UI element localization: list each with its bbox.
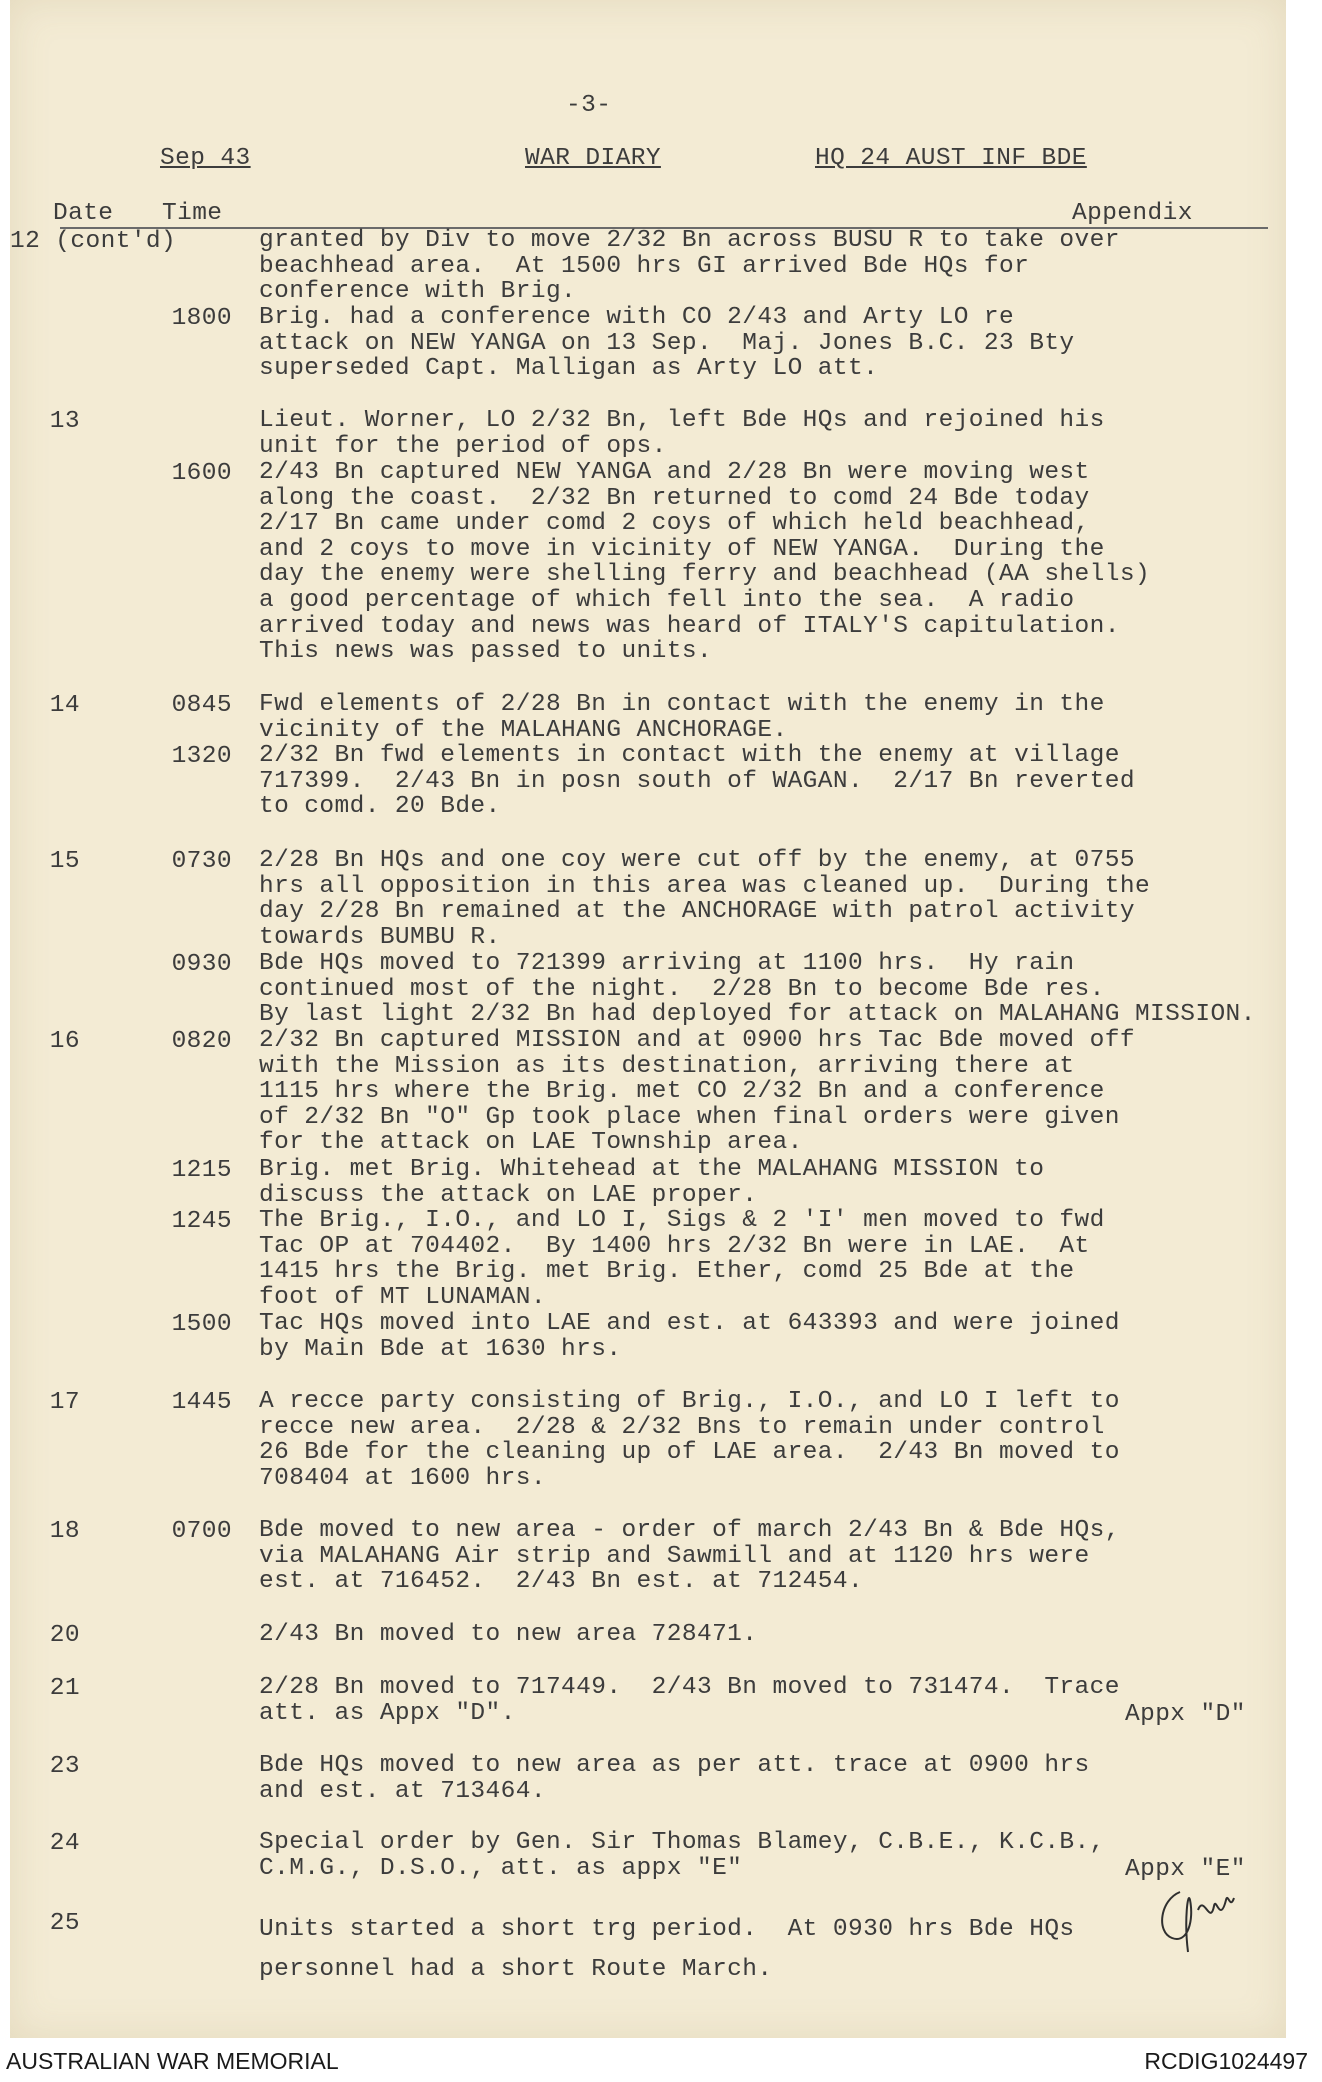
- entry-text: [259, 460, 1150, 665]
- entry-line: A recce party consisting of Brig., I.O., and LO I left to: [259, 1388, 1120, 1415]
- entry-text: [259, 1830, 1105, 1881]
- entry-line: attack on NEW YANGA on 13 Sep. Maj. Jones B.C. 23 Bty: [259, 329, 1075, 357]
- entry-line: 2/32 Bn captured MISSION and at 0900 hrs Tac Bde moved off: [259, 1027, 1135, 1054]
- entry-line: along the coast. 2/32 Bn returned to comd 24 Bde today: [259, 484, 1090, 512]
- entry-time: 0930: [171, 951, 232, 978]
- column-appendix: Appendix: [1072, 200, 1193, 227]
- entry-line: Tac HQs moved into LAE and est. at 643393 and were joined: [259, 1310, 1120, 1337]
- entry-line: discuss the attack on LAE proper.: [259, 1181, 758, 1209]
- entry-time: 0730: [171, 848, 232, 875]
- entry-line: 1415 hrs the Brig. met Brig. Ether, comd 25 Bde at the: [259, 1258, 1075, 1286]
- footer-archive-name: AUSTRALIAN WAR MEMORIAL: [6, 2048, 339, 2074]
- entry-text: [259, 1157, 1044, 1208]
- entry-line: 26 Bde for the cleaning up of LAE area. 2/43 Bn moved to: [259, 1439, 1120, 1467]
- entry-line: arrived today and news was heard of ITALY'S capitulation.: [259, 612, 1120, 640]
- entry-time: 1320: [171, 743, 232, 770]
- entry-line: for the attack on LAE Township area.: [259, 1129, 803, 1157]
- entry-line: 717399. 2/43 Bn in posn south of WAGAN. 2/17 Bn reverted: [259, 767, 1135, 795]
- entry-line: The Brig., I.O., and LO I, Sigs & 2 'I' men moved to fwd: [259, 1207, 1105, 1234]
- entry-line: This news was passed to units.: [259, 638, 713, 666]
- entry-line: 2/32 Bn fwd elements in contact with the enemy at village: [259, 742, 1120, 769]
- entry-line: Bde moved to new area - order of march 2/43 Bn & Bde HQs,: [259, 1517, 1120, 1544]
- entry-line: beachhead area. At 1500 hrs GI arrived Bde HQs for: [259, 252, 1030, 280]
- footer-record-id: RCDIG1024497: [1144, 2048, 1308, 2074]
- entry-date: 24: [49, 1830, 80, 1857]
- appendix-ref: Appx "E": [1125, 1855, 1246, 1883]
- entry-line: C.M.G., D.S.O., att. as appx "E": [259, 1854, 743, 1882]
- entry-line: to comd. 20 Bde.: [259, 793, 501, 821]
- entry-date: 13: [49, 408, 80, 435]
- entry-date: 15: [49, 848, 80, 875]
- entry-line: and est. at 713464.: [259, 1777, 546, 1805]
- entry-line: vicinity of the MALAHANG ANCHORAGE.: [259, 716, 788, 744]
- entry-line: granted by Div to move 2/32 Bn across BUSU R to take over: [259, 227, 1120, 254]
- entry-line: a good percentage of which fell into the sea. A radio: [259, 586, 1075, 614]
- entry-text: [259, 1311, 1120, 1362]
- entry-line: day the enemy were shelling ferry and beachhead (AA shells): [259, 561, 1151, 589]
- entry-date: 23: [49, 1753, 80, 1780]
- entry-date: 16: [49, 1028, 80, 1055]
- entry-text: [259, 1208, 1105, 1310]
- entry-time: 0700: [171, 1518, 232, 1545]
- entry-line: hrs all opposition in this area was cleaned up. During the: [259, 872, 1151, 900]
- entry-line: 1115 hrs where the Brig. met CO 2/32 Bn and a conference: [259, 1078, 1105, 1106]
- entry-date: 20: [49, 1622, 80, 1649]
- entry-date: 18: [49, 1518, 80, 1545]
- entry-line: By last light 2/32 Bn had deployed for attack on MALAHANG MISSION.: [259, 1001, 1256, 1029]
- entry-line: Bde HQs moved to 721399 arriving at 1100 hrs. Hy rain: [259, 950, 1075, 977]
- entry-time: 1600: [171, 460, 232, 487]
- entry-line: towards BUMBU R.: [259, 923, 501, 951]
- entry-text: [259, 951, 1256, 1028]
- entry-text: [259, 305, 1075, 382]
- entry-time: 1500: [171, 1311, 232, 1338]
- entry-text: [259, 848, 1150, 950]
- entry-time: 1445: [171, 1389, 232, 1416]
- entry-line: 2/17 Bn came under comd 2 coys of which held beachhead,: [259, 510, 1090, 538]
- page-number: -3-: [566, 92, 612, 119]
- entry-line: via MALAHANG Air strip and Sawmill and at 1120 hrs were: [259, 1542, 1090, 1570]
- entry-line: 2/43 Bn captured NEW YANGA and 2/28 Bn were moving west: [259, 459, 1090, 486]
- appendix-ref: Appx "D": [1125, 1700, 1246, 1728]
- entry-line: of 2/32 Bn "O" Gp took place when final orders were given: [259, 1103, 1120, 1131]
- entry-line: 2/28 Bn HQs and one coy were cut off by the enemy, at 0755: [259, 847, 1135, 874]
- entry-line: by Main Bde at 1630 hrs.: [259, 1335, 622, 1363]
- header-unit: HQ 24 AUST INF BDE: [815, 145, 1087, 172]
- entry-text: [259, 1028, 1135, 1156]
- entry-line: personnel had a short Route March.: [259, 1956, 773, 1983]
- entry-line: att. as Appx "D".: [259, 1699, 516, 1727]
- document-page: [10, 0, 1286, 2038]
- entry-time: 0845: [171, 692, 232, 719]
- entry-text: [259, 408, 1105, 459]
- entry-line: Units started a short trg period. At 0930 hrs Bde HQs: [259, 1916, 1075, 1943]
- entry-line: Brig. met Brig. Whitehead at the MALAHANG MISSION to: [259, 1156, 1045, 1183]
- entry-date: 14: [49, 692, 80, 719]
- entry-line: Brig. had a conference with CO 2/43 and Arty LO re: [259, 304, 1015, 331]
- entry-text: [259, 1753, 1090, 1804]
- handwritten-initials: [1150, 1880, 1240, 1960]
- entry-line: unit for the period of ops.: [259, 432, 667, 460]
- entry-date: 21: [49, 1675, 80, 1702]
- entry-line: 2/28 Bn moved to 717449. 2/43 Bn moved to 731474. Trace: [259, 1674, 1120, 1701]
- entry-line: est. at 716452. 2/43 Bn est. at 712454.: [259, 1568, 864, 1596]
- entry-line: Lieut. Worner, LO 2/32 Bn, left Bde HQs and rejoined his: [259, 407, 1105, 434]
- entry-date: 17: [49, 1389, 80, 1416]
- header-title: WAR DIARY: [525, 145, 661, 172]
- entry-line: with the Mission as its destination, arriving there at: [259, 1052, 1075, 1080]
- entry-text: [259, 743, 1135, 820]
- entry-line: day 2/28 Bn remained at the ANCHORAGE with patrol activity: [259, 898, 1135, 926]
- entry-text: [259, 692, 1105, 743]
- entry-line: and 2 coys to move in vicinity of NEW YANGA. During the: [259, 535, 1105, 563]
- entry-time: 1245: [171, 1208, 232, 1235]
- entry-text: [259, 1675, 1120, 1726]
- entry-line: foot of MT LUNAMAN.: [259, 1283, 546, 1311]
- entry-line: Tac OP at 704402. By 1400 hrs 2/32 Bn were in LAE. At: [259, 1232, 1090, 1260]
- entry-text: [259, 1910, 1075, 1990]
- entry-line: 2/43 Bn moved to new area 728471.: [259, 1621, 758, 1648]
- entry-line: continued most of the night. 2/28 Bn to become Bde res.: [259, 975, 1105, 1003]
- entry-date: 25: [49, 1910, 80, 1937]
- entry-text: [259, 1622, 757, 1648]
- entry-text: [259, 1389, 1120, 1491]
- entry-line: 708404 at 1600 hrs.: [259, 1464, 546, 1492]
- header-month: Sep 43: [160, 145, 251, 172]
- entry-line: Bde HQs moved to new area as per att. trace at 0900 hrs: [259, 1752, 1090, 1779]
- entry-time: 0820: [171, 1028, 232, 1055]
- entry-time: 1215: [171, 1157, 232, 1184]
- entry-line: recce new area. 2/28 & 2/32 Bns to remain under control: [259, 1413, 1105, 1441]
- entry-date: 12 (cont'd): [10, 228, 177, 255]
- entry-text: [259, 228, 1120, 305]
- entry-text: [259, 1518, 1120, 1595]
- column-time: Time: [162, 200, 223, 227]
- entry-time: 1800: [171, 305, 232, 332]
- entry-line: superseded Capt. Malligan as Arty LO att.: [259, 355, 879, 383]
- entry-line: Special order by Gen. Sir Thomas Blamey, C.B.E., K.C.B.,: [259, 1829, 1105, 1856]
- entry-line: conference with Brig.: [259, 278, 577, 306]
- column-date: Date: [53, 200, 114, 227]
- entry-line: Fwd elements of 2/28 Bn in contact with the enemy in the: [259, 691, 1105, 718]
